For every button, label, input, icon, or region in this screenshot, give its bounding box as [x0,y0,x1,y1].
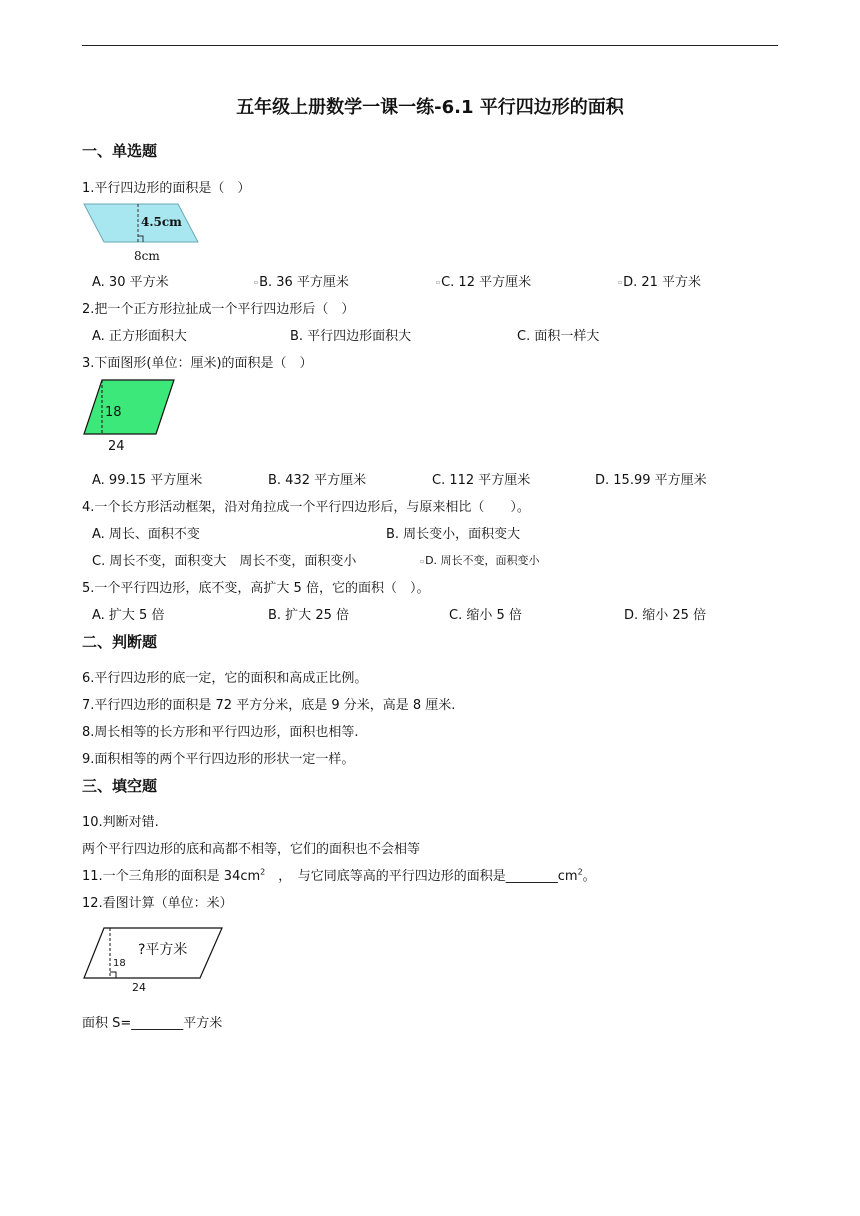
q1-height-label: 4.5cm [141,215,182,229]
q1-option-c[interactable]: ▫C. 12 平方厘米 [436,275,532,290]
q2-option-a[interactable]: A. 正方形面积大 [92,329,187,344]
q2-option-c[interactable]: C. 面积一样大 [517,329,600,344]
section-heading-single-choice: 一、单选题 [82,142,158,160]
q12-area-label: ?平方米 [138,942,188,958]
q4-option-a[interactable]: A. 周长、面积不变 [92,527,200,542]
question-11-text: 11.一个三角形的面积是 $34cm^2$ ， 与它同底等高的平行四边形的面积是$\_\_\_\_\_\_\_\_cm^2$。 [82,867,596,884]
q5-option-a[interactable]: A. 扩大 5 倍 [92,608,165,623]
question-7-text: 7.平行四边形的面积是 72 平方分米，底是 9 分米，高是 8 厘米. [82,698,456,713]
q4-option-d[interactable]: ▫D. 周长不变，面积变小 [420,554,540,567]
q3-option-d[interactable]: D. 15.99 平方厘米 [595,473,707,488]
q12-base-label: 24 [132,981,146,994]
question-1-text: 1.平行四边形的面积是（ ） [82,181,251,196]
q12-height-label: 18 [113,958,126,969]
q3-option-c[interactable]: C. 112 平方厘米 [432,473,531,488]
question-5-text: 5.一个平行四边形，底不变，高扩大 5 倍，它的面积（ ）。 [82,581,430,596]
page-title: 五年级上册数学一课一练-6.1 平行四边形的面积 [236,97,624,118]
header-rule [82,45,778,46]
q1-option-a[interactable]: A. 30 平方米 [92,275,169,290]
question-3-text: 3.下面图形(单位：厘米)的面积是（ ） [82,356,313,371]
q4-option-b[interactable]: B. 周长变小，面积变大 [386,527,521,542]
q12-parallelogram-figure [82,926,228,996]
q5-option-b[interactable]: B. 扩大 25 倍 [268,608,349,623]
question-6-text: 6.平行四边形的底一定，它的面积和高成正比例。 [82,671,368,686]
question-10-text: 10.判断对错. [82,815,159,830]
question-12-answer-line[interactable]: 面积 S=________平方米 [82,1016,223,1031]
question-10-statement: 两个平行四边形的底和高都不相等，它们的面积也不会相等 [82,842,421,857]
section-heading-true-false: 二、判断题 [82,633,158,651]
q5-option-c[interactable]: C. 缩小 5 倍 [449,608,522,623]
section-heading-fill-blank: 三、填空题 [82,777,158,795]
q3-option-a[interactable]: A. 99.15 平方厘米 [92,473,203,488]
q3-option-b[interactable]: B. 432 平方厘米 [268,473,367,488]
q5-option-d[interactable]: D. 缩小 25 倍 [624,608,707,623]
q4-option-c[interactable]: C. 周长不变，面积变大 周长不变，面积变小 [92,554,357,569]
q2-option-b[interactable]: B. 平行四边形面积大 [290,329,412,344]
question-8-text: 8.周长相等的长方形和平行四边形，面积也相等. [82,725,359,740]
q3-base-label: 24 [108,439,125,454]
q3-parallelogram-figure [82,378,182,456]
question-12-text: 12.看图计算（单位：米） [82,896,233,911]
q1-parallelogram-figure [82,202,202,264]
question-4-text: 4.一个长方形活动框架，沿对角拉成一个平行四边形后，与原来相比（ ）。 [82,500,530,515]
q1-base-label: 8cm [134,249,160,263]
q3-height-label: 18 [105,405,122,420]
q1-option-b[interactable]: ▫B. 36 平方厘米 [254,275,349,290]
q1-option-d[interactable]: ▫D. 21 平方米 [618,275,702,290]
question-2-text: 2.把一个正方形拉扯成一个平行四边形后（ ） [82,302,355,317]
question-9-text: 9.面积相等的两个平行四边形的形状一定一样。 [82,752,355,767]
